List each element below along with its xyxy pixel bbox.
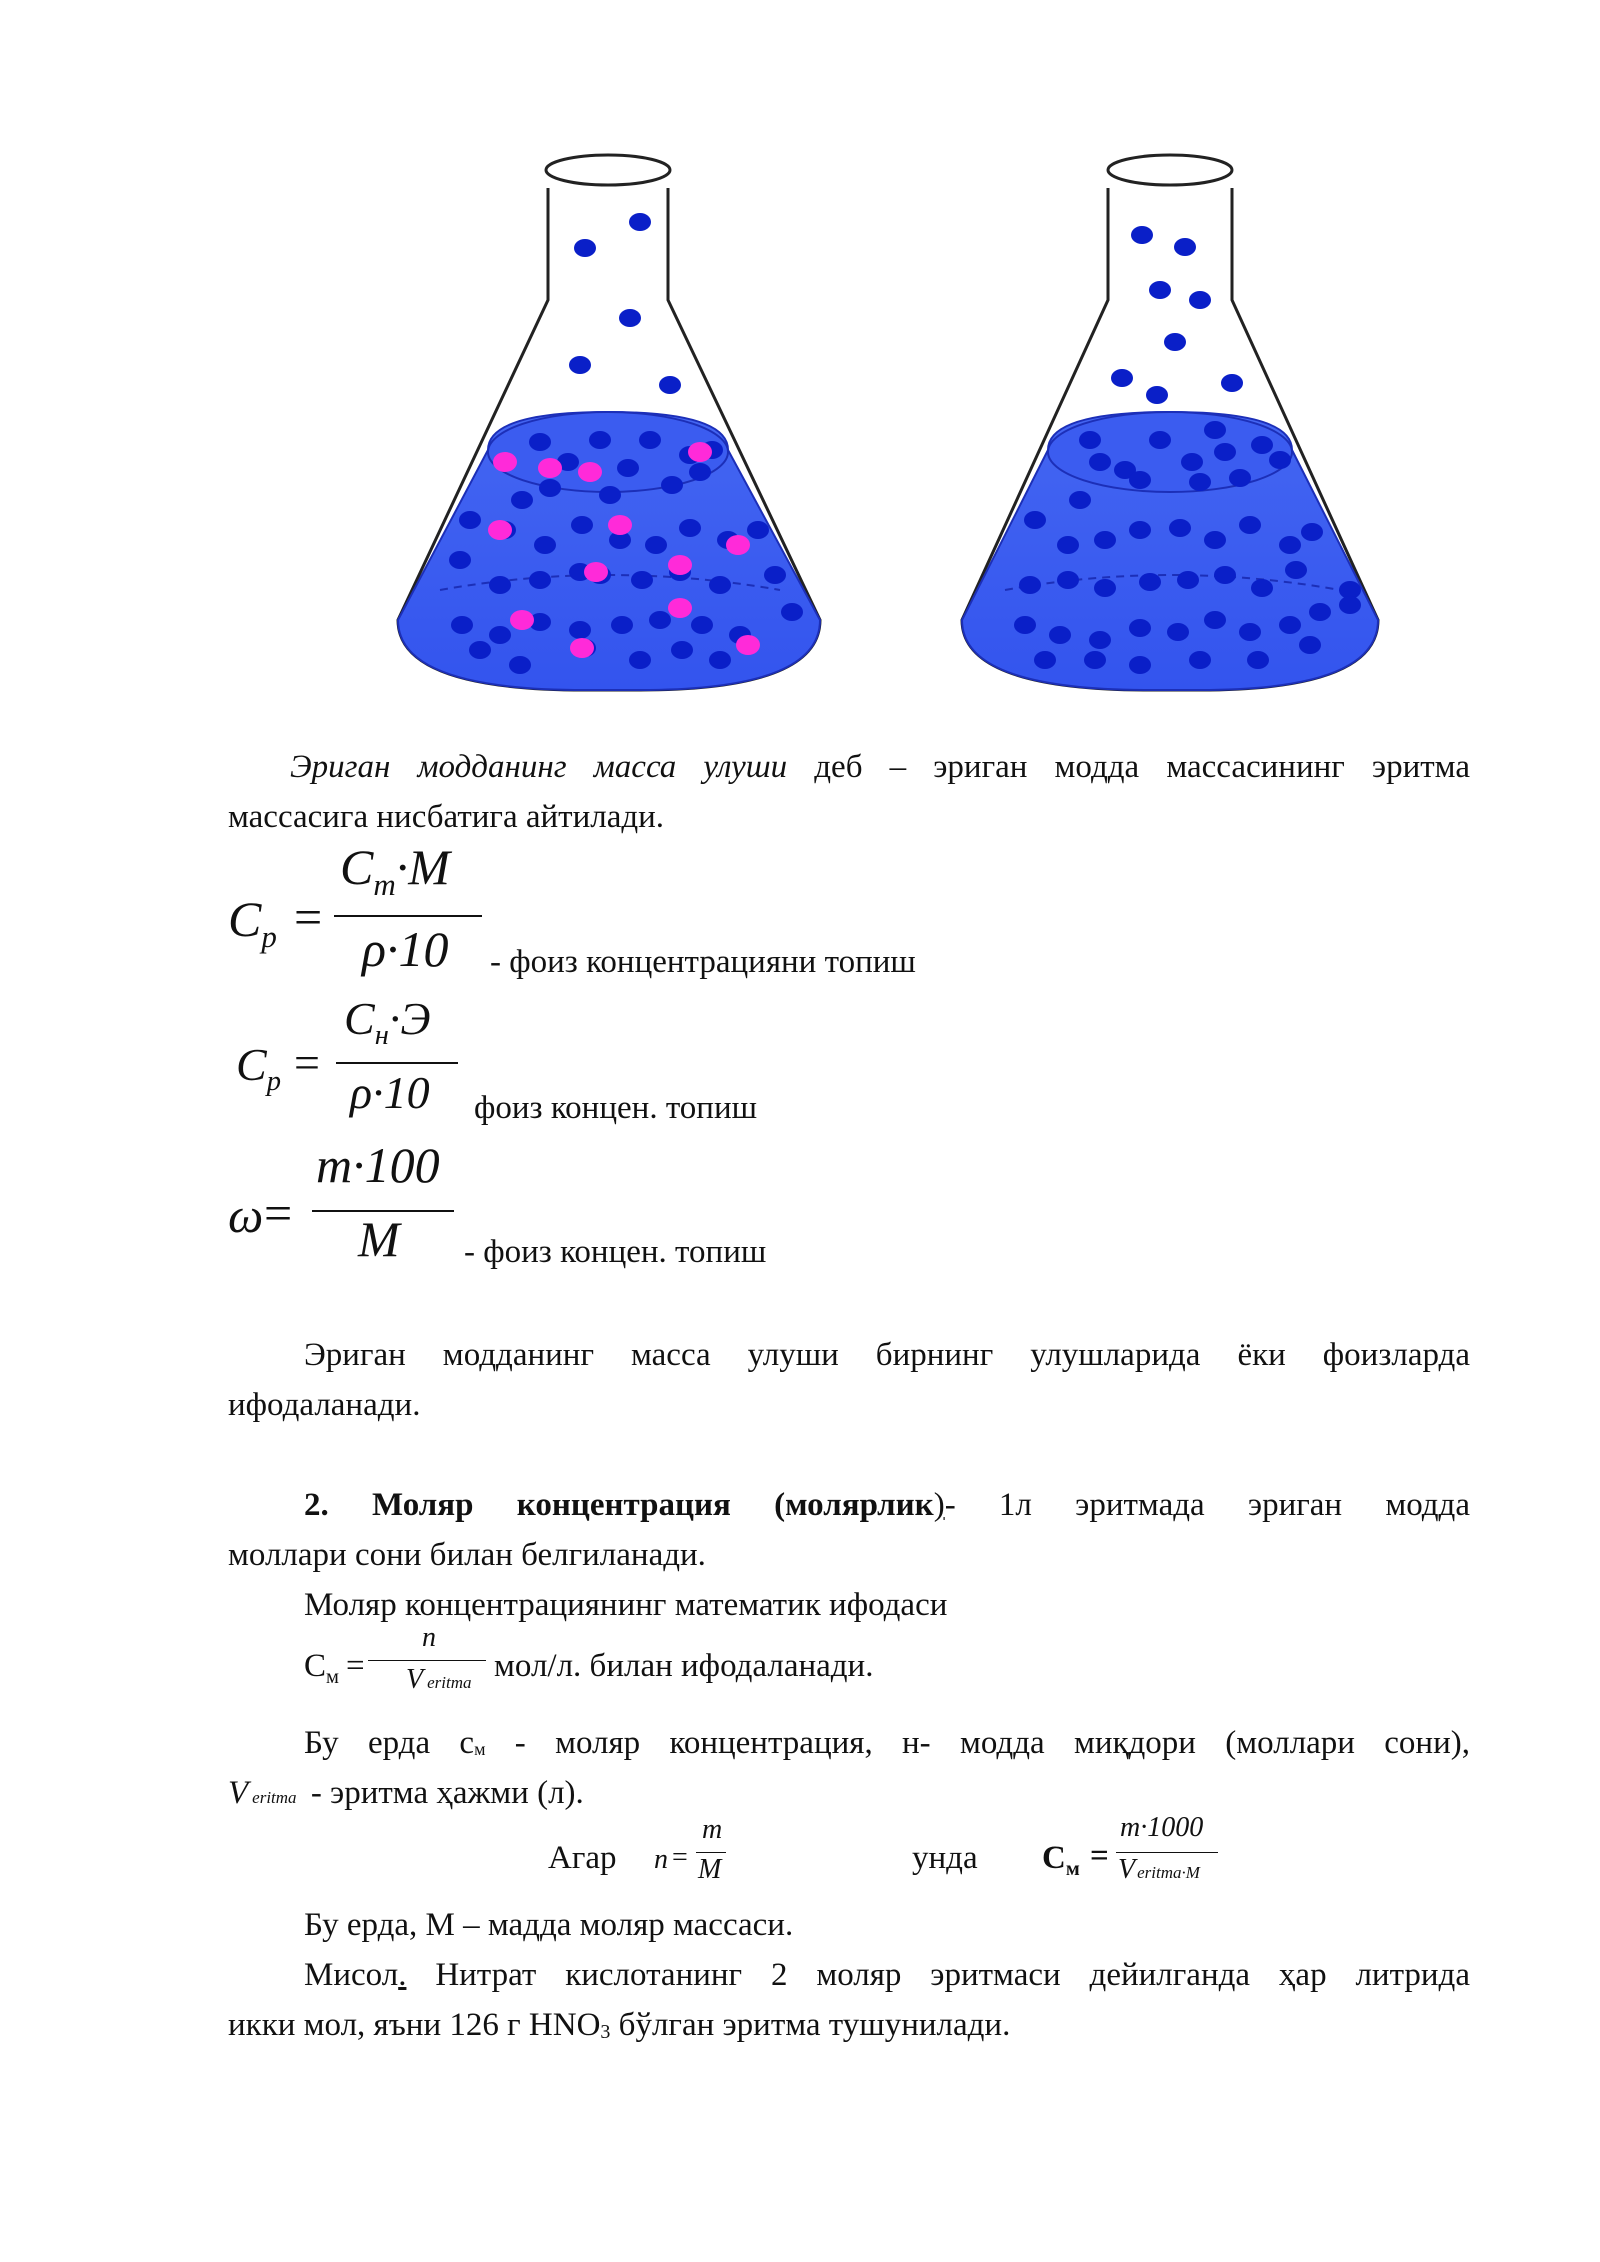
solvent-particle [489,626,511,644]
solvent-particle [1111,369,1133,387]
solute-particle [493,452,517,472]
solvent-particle [1174,238,1196,256]
solvent-particle [574,239,596,257]
solvent-particle [1299,636,1321,654]
solvent-particle [1204,531,1226,549]
solvent-particle [1309,603,1331,621]
paragraph-molarity-heading: 2. Моляр концентрация (молярлик)- 1л эритмада эриган модда [304,1487,1470,1523]
paragraph-expression: Эриган модданинг масса улуши бирнинг улушларида ёки фоизларда [304,1337,1470,1373]
solvent-particle [649,611,671,629]
solvent-particle [1251,436,1273,454]
solvent-particle [569,621,591,639]
solvent-particle [1204,611,1226,629]
solvent-particle [1279,616,1301,634]
paragraph-molarity-line2: моллари сони билан белгиланади. [228,1537,706,1573]
solvent-particle [1129,471,1151,489]
paragraph-where-line2: Veritma - эритма ҳажми (л). [228,1775,584,1811]
solvent-particle [1094,531,1116,549]
paragraph-mass-fraction: Эриган модданинг масса улуши деб – эриган модда массасининг эритма [290,749,1470,785]
solvent-particle [629,651,651,669]
solvent-particle [1214,566,1236,584]
solvent-particle [639,431,661,449]
flask-right [962,155,1378,690]
solvent-particle [509,656,531,674]
solute-particle [510,610,534,630]
solute-particle [668,598,692,618]
solute-particle [538,458,562,478]
solvent-particle [1269,451,1291,469]
solvent-particle [1089,453,1111,471]
solvent-particle [611,616,633,634]
solvent-particle [1169,519,1191,537]
paragraph-molar-mass: Бу ерда, М – мадда моляр массаси. [304,1907,794,1943]
solvent-particle [1149,431,1171,449]
solvent-particle [1251,579,1273,597]
solvent-particle [1301,523,1323,541]
solvent-particle [1057,571,1079,589]
solute-particle [608,515,632,535]
solvent-particle [1239,623,1261,641]
solvent-particle [569,356,591,374]
solvent-particle [1229,469,1251,487]
solvent-particle [1069,491,1091,509]
formula-percent-1: $C_p$ = $C_m\cdot M$ ρ·10 - фоиз концентрацияни топиш [228,839,916,980]
solvent-particle [1024,511,1046,529]
solvent-particle [629,213,651,231]
solute-particle [726,535,750,555]
solvent-particle [571,516,593,534]
solvent-particle [747,521,769,539]
solvent-particle [1164,333,1186,351]
formula-molarity: $С_м$ = n Veritma мол/л. билан ифодаланади. [304,1622,874,1695]
solvent-particle [709,651,731,669]
solvent-particle [679,519,701,537]
solvent-particle [1221,374,1243,392]
solvent-particle [589,431,611,449]
solvent-particle [1189,291,1211,309]
formula-agar-unda: Агар n = m M унда $С_м$ = m·1000 Veritma·M [548,1822,1448,1902]
solvent-particle [617,459,639,477]
solvent-particle [645,536,667,554]
solute-particle [688,442,712,462]
solvent-particle [1079,431,1101,449]
formula-omega: ω = m·100 M - фоиз концен. топиш [228,1137,767,1270]
solvent-particle [1034,651,1056,669]
paragraph-example-line2: икки мол, яъни 126 г HNO3 бўлган эритма тушунилади. [228,2007,1011,2043]
solvent-particle [1149,281,1171,299]
solvent-particle [671,641,693,659]
solvent-particle [709,576,731,594]
solute-particle [578,462,602,482]
solvent-particle [1279,536,1301,554]
solvent-particle [1019,576,1041,594]
flasks-illustration [0,0,1600,720]
solvent-particle [1057,536,1079,554]
solvent-particle [1177,571,1199,589]
solvent-particle [1139,573,1161,591]
solvent-particle [489,576,511,594]
solvent-particle [1131,226,1153,244]
solvent-particle [459,511,481,529]
solvent-particle [1247,651,1269,669]
solvent-particle [764,566,786,584]
solvent-particle [451,616,473,634]
solvent-particle [631,571,653,589]
solvent-particle [1049,626,1071,644]
solvent-particle [1094,579,1116,597]
paragraph-example: Мисол. Нитрат кислотанинг 2 моляр эритмаси дейилганда ҳар литрида [304,1957,1470,1993]
term-mass-fraction: Эриган модданинг масса улуши [290,749,788,785]
solvent-particle [1146,386,1168,404]
solute-particle [668,555,692,575]
solvent-particle [1167,623,1189,641]
solvent-particle [529,571,551,589]
formula-percent-2: $C_p$ = $C_н\cdot Э$ ρ·10 фоиз концен. топиш [236,993,758,1126]
solvent-particle [1189,651,1211,669]
solute-particle [570,638,594,658]
solvent-particle [659,376,681,394]
solvent-particle [539,479,561,497]
solvent-particle [1239,516,1261,534]
paragraph-expression-line2: ифодаланади. [228,1387,421,1423]
solvent-particle [534,536,556,554]
solvent-particle [661,476,683,494]
solvent-particle [1089,631,1111,649]
solvent-particle [1181,453,1203,471]
solvent-particle [1014,616,1036,634]
paragraph-math-expression: Моляр концентрациянинг математик ифодаси [304,1587,948,1623]
solvent-particle [1084,651,1106,669]
solvent-particle [1204,421,1226,439]
paragraph-where: Бу ерда см - моляр концентрация, н- модда миқдори (моллари сони), [304,1725,1470,1761]
solvent-particle [1129,656,1151,674]
solvent-particle [691,616,713,634]
section-title-molarity: 2. Моляр концентрация (молярлик [304,1487,934,1523]
solute-particle [488,520,512,540]
solvent-particle [1129,521,1151,539]
paragraph-mass-fraction-line2: массасига нисбатига айтилади. [228,799,665,835]
solute-particle [736,635,760,655]
solvent-particle [469,641,491,659]
solute-particle [584,562,608,582]
solvent-particle [781,603,803,621]
solvent-particle [1339,596,1361,614]
solvent-particle [449,551,471,569]
solvent-particle [1129,619,1151,637]
solvent-particle [511,491,533,509]
solvent-particle [619,309,641,327]
flask-left [398,155,820,690]
solvent-particle [529,433,551,451]
solvent-particle [1285,561,1307,579]
solvent-particle [599,486,621,504]
solvent-particle [689,463,711,481]
solvent-particle [1189,473,1211,491]
solvent-particle [1214,443,1236,461]
